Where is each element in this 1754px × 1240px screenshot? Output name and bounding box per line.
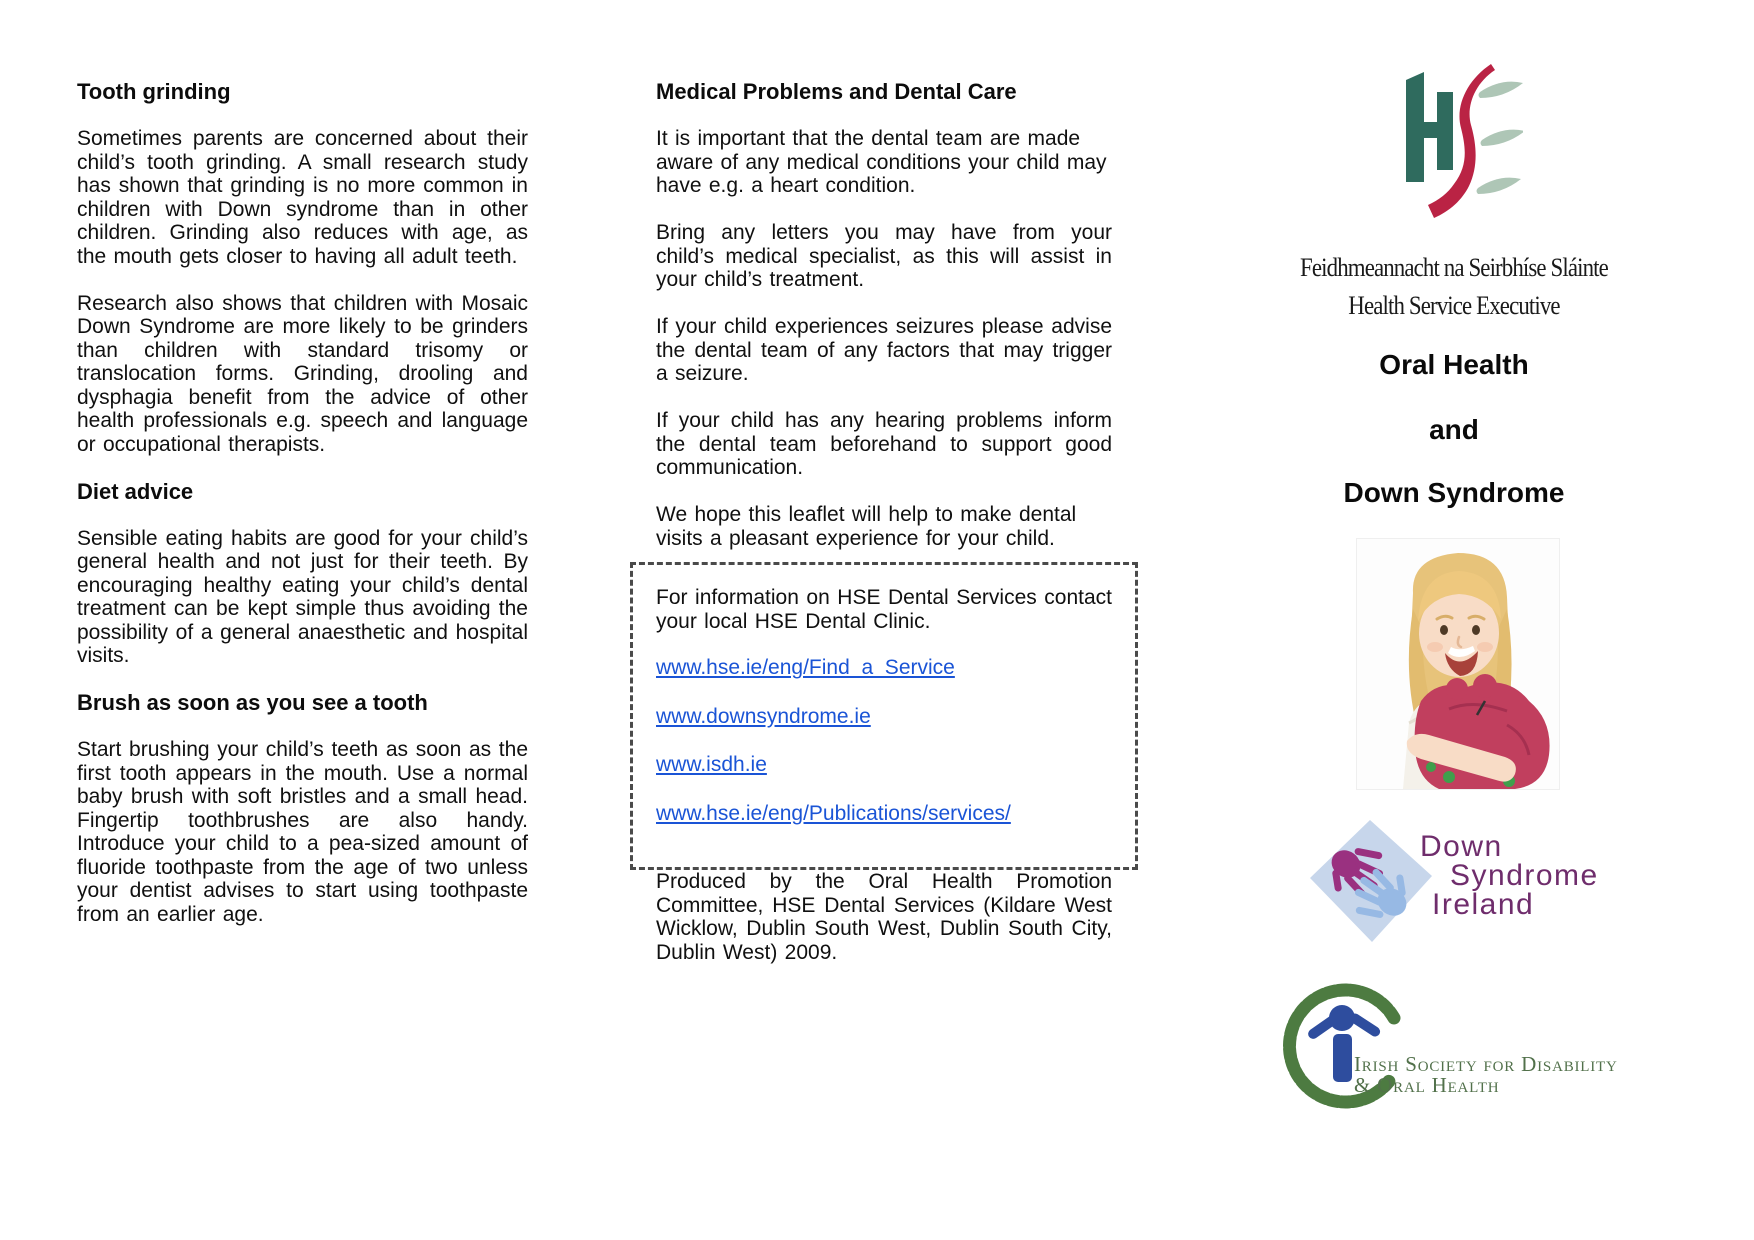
title-oral-health: Oral Health [1379, 349, 1529, 380]
paragraph-medical-4: If your child has any hearing problems inform the dental team beforehand to support good communication. [656, 409, 1112, 479]
hse-letter-e-leaves [1477, 82, 1524, 194]
paragraph-tooth-grinding-2: Research also shows that children with Mosaic Down Syndrome are more likely to be grinders than children with standard trisomy or translocation forms. Grinding, drooling and dysphagia benefit from the advice of other health professionals e.g. speech and language or occupational therapists. [77, 291, 528, 456]
link-hse-publications[interactable]: www.hse.ie/eng/Publications/services/ [656, 801, 1011, 825]
hse-letter-h [1406, 72, 1453, 182]
heading-diet-advice: Diet advice [77, 478, 194, 504]
info-box-intro: For information on HSE Dental Services contact your local HSE Dental Clinic. [656, 586, 1112, 633]
paragraph-leaflet-hope: We hope this leaflet will help to make dental visits a pleasant experience for your child. [656, 503, 1077, 550]
heading-medical-problems: Medical Problems and Dental Care [656, 79, 1017, 104]
produced-by-note: Produced by the Oral Health Promotion Committee, HSE Dental Services (Kildare West Wicklow, Dublin South West, Dublin South City, Dublin West) 2009. [656, 870, 1112, 964]
hse-logo-graphic [1383, 62, 1523, 234]
column-left [77, 80, 528, 926]
title-down-syndrome: Down Syndrome [1343, 477, 1565, 508]
paragraph-medical-1: It is important that the dental team are made aware of any medical conditions your child may have e.g. a heart condition. [656, 127, 1107, 197]
title-and: and [1429, 414, 1479, 445]
paragraph-brushing: Start brushing your child’s teeth as soon as the first tooth appears in the mouth. Use a normal baby brush with soft bristles and a small head. Fingertip toothbrushes are also handy. Introduce your child to a pea-sized amount of fluoride toothpaste from the age of two unless your dentist advises to start using toothpaste from an earlier age. [77, 738, 528, 926]
link-hse-find-a-service[interactable]: www.hse.ie/eng/Find_a_Service [656, 656, 955, 679]
isdh-text-line2: & Oral Health [1354, 1073, 1500, 1097]
dental-services-info-box [630, 562, 1138, 870]
link-downsyndrome-ie[interactable]: www.downsyndrome.ie [656, 704, 871, 728]
paragraph-medical-2: Bring any letters you may have from your child’s medical specialist, as this will assist in your child’s treatment. [656, 221, 1112, 291]
heading-brush-as-soon: Brush as soon as you see a tooth [77, 690, 428, 715]
child-photo-illustration [1357, 539, 1559, 789]
heading-tooth-grinding: Tooth grinding [77, 79, 231, 104]
isdh-logo [1278, 982, 1623, 1117]
isdh-text-line1: Irish Society for Disability [1354, 1052, 1618, 1076]
paragraph-medical-3: If your child experiences seizures please advise the dental team of any factors that may trigger a seizure. [656, 315, 1112, 385]
dsi-text-ireland: Ireland [1432, 888, 1535, 921]
isdh-logo-text [1354, 1054, 1618, 1096]
column-middle [656, 80, 1112, 964]
child-photo [1356, 538, 1560, 790]
dsi-logo-text [1420, 832, 1599, 919]
dsi-logo-graphic [1308, 818, 1436, 946]
link-isdh-ie[interactable]: www.isdh.ie [656, 753, 767, 776]
dsi-text-syndrome: Syndrome [1450, 859, 1599, 892]
down-syndrome-ireland-logo [1308, 818, 1620, 946]
dsi-text-down: Down [1420, 830, 1503, 863]
hse-logo [1383, 62, 1523, 234]
paragraph-tooth-grinding-1: Sometimes parents are concerned about their child’s tooth grinding. A small research study has shown that grinding is no more common in children with Down syndrome than in other children. Grinding also reduces with age, as the mouth gets closer to having all adult teeth. [77, 127, 528, 268]
hse-irish-name: Feidhmeannacht na Seirbhíse Sláinte [1300, 253, 1608, 282]
hse-english-name: Health Service Executive [1348, 291, 1560, 320]
paragraph-diet-advice: Sensible eating habits are good for your child’s general health and not just for their teeth. By encouraging healthy eating your child’s dental treatment can be kept simple thus avoiding the possibility of a general anaesthetic and hospital visits. [77, 526, 528, 667]
